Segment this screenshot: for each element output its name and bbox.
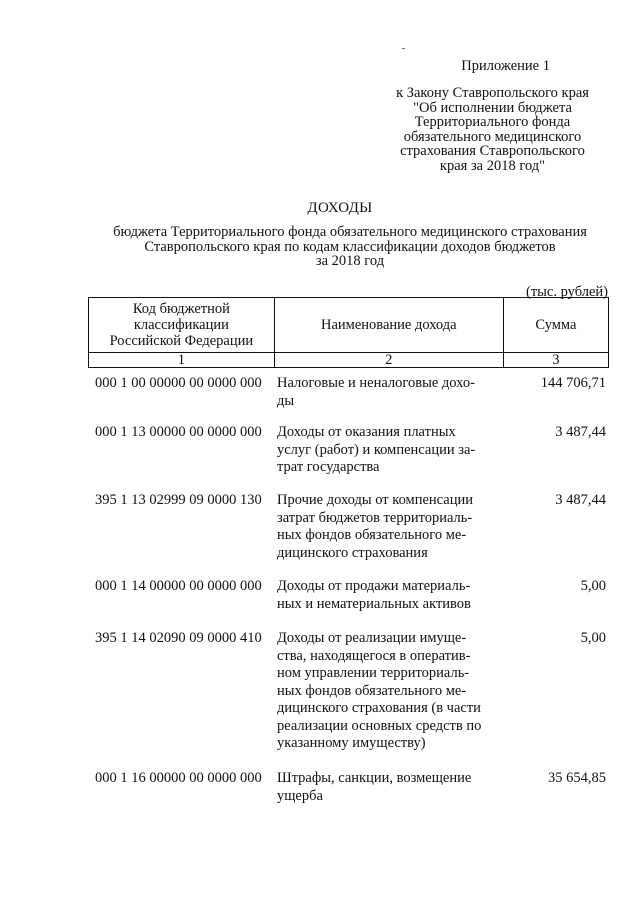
column-number: 1 (89, 353, 275, 368)
row-amount: 35 654,85 (548, 770, 606, 786)
header-code-line: классификации (133, 317, 229, 333)
row-name-line: ных и нематериальных активов (277, 595, 471, 612)
row-name-line: Доходы от продажи материаль- (277, 578, 471, 594)
scan-mark (402, 48, 405, 49)
row-name-line: дицинского страхования (в части (277, 700, 481, 716)
law-reference-line: страхования Ставропольского (400, 143, 585, 159)
row-name-line: дицинского страхования (277, 544, 428, 561)
row-name-line: Доходы от оказания платных (277, 424, 456, 440)
row-name-line: ных фондов обязательного ме- (277, 682, 467, 699)
law-reference (385, 86, 600, 173)
column-number: 3 (503, 353, 608, 368)
row-name-line: указанному имуществу) (277, 735, 426, 751)
row-amount: 3 487,44 (555, 492, 606, 508)
row-name-line: ства, находящегося в оператив- (277, 647, 471, 664)
row-name-line: трат государства (277, 459, 380, 475)
row-code: 000 1 00 00000 00 0000 000 (95, 375, 262, 391)
document-subtitle (100, 225, 600, 269)
row-name (277, 424, 497, 477)
header-code-line: Российской Федерации (109, 333, 254, 349)
header-amount: Сумма (503, 298, 608, 353)
subtitle-line: Ставропольского края по кодам классификации доходов бюджетов (144, 238, 556, 255)
row-name (277, 770, 497, 805)
row-code: 000 1 14 00000 00 0000 000 (95, 578, 262, 594)
law-reference-line: "Об исполнении бюджета (413, 99, 572, 116)
row-name-line: Прочие доходы от компенсации (277, 492, 474, 508)
row-name-line: Штрафы, санкции, возмещение (277, 770, 472, 786)
subtitle-line: бюджета Территориального фонда обязательного медицинского страхования (113, 224, 587, 240)
row-name (277, 492, 497, 562)
header-code (89, 298, 275, 353)
row-name-line: Налоговые и неналоговые дохо- (277, 375, 475, 391)
document-title: ДОХОДЫ (307, 200, 373, 216)
row-name-line: Доходы от реализации имуще- (277, 630, 467, 646)
column-number: 2 (274, 353, 503, 368)
row-name-line: ущерба (277, 787, 323, 804)
row-code: 395 1 13 02999 09 0000 130 (95, 492, 262, 508)
subtitle-line: за 2018 год (315, 253, 385, 269)
row-name (277, 578, 497, 613)
header-name: Наименование дохода (274, 298, 503, 353)
row-name-line: затрат бюджетов территориаль- (277, 509, 473, 526)
row-name-line: реализации основных средств по (277, 717, 482, 734)
row-name-line: ном управлении территориаль- (277, 665, 470, 681)
row-code: 395 1 14 02090 09 0000 410 (95, 630, 262, 646)
row-amount: 5,00 (580, 578, 606, 594)
row-amount: 144 706,71 (540, 375, 606, 391)
appendix-label: Приложение 1 (461, 58, 550, 74)
law-reference-line: края за 2018 год" (439, 157, 546, 174)
row-code: 000 1 16 00000 00 0000 000 (95, 770, 262, 786)
law-reference-line: Территориального фонда (414, 114, 571, 130)
row-name-line: ды (277, 392, 295, 409)
law-reference-line: обязательного медицинского (403, 128, 582, 145)
law-reference-line: к Закону Ставропольского края (396, 85, 589, 101)
unit-label: (тыс. рублей) (526, 284, 608, 300)
row-amount: 5,00 (580, 630, 606, 646)
header-code-line: Код бюджетной (132, 301, 230, 317)
row-amount: 3 487,44 (555, 424, 606, 440)
row-name-line: услуг (работ) и компенсации за- (277, 441, 476, 458)
row-code: 000 1 13 00000 00 0000 000 (95, 424, 262, 440)
row-name (277, 630, 497, 753)
table-header (88, 297, 609, 368)
row-name-line: ных фондов обязательного ме- (277, 527, 467, 543)
row-name (277, 375, 497, 410)
